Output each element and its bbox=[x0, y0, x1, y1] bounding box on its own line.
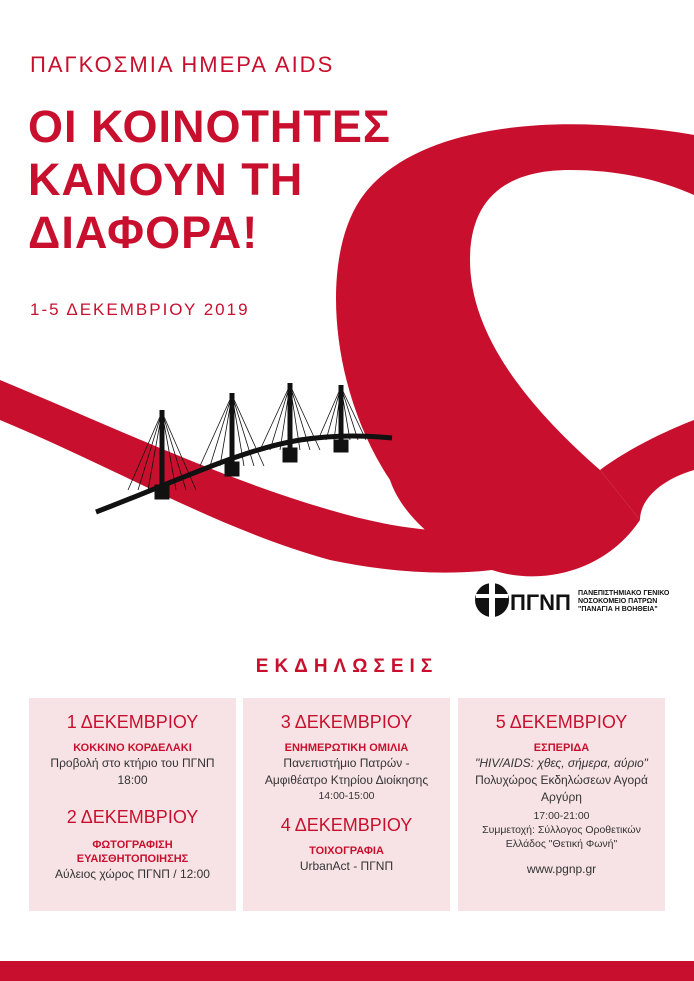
event-description: Προβολή στο κτήριο του ΠΓΝΠ bbox=[50, 756, 215, 770]
headline-line: ΚΑΝΟΥΝ ΤΗ bbox=[28, 154, 304, 205]
event-card-3 bbox=[458, 698, 665, 911]
bottom-bar bbox=[0, 961, 694, 981]
events-heading: ΕΚΔΗΛΩΣΕΙΣ bbox=[255, 656, 439, 677]
event-description: Αμφιθέατρο Κτηρίου Διοίκησης bbox=[264, 773, 429, 787]
headline bbox=[28, 100, 391, 259]
event-title: ΚΟΚΚΙΝΟ ΚΟΡΔΕΛΑΚΙ bbox=[73, 742, 192, 754]
website-link[interactable]: www.pgnp.gr bbox=[526, 862, 597, 876]
headline-line: ΔΙΑΦΟΡΑ! bbox=[28, 207, 259, 258]
event-time: 17:00-21:00 bbox=[533, 810, 590, 822]
event-day: 2 ΔΕΚΕΜΒΡΙΟΥ bbox=[66, 807, 199, 827]
event-title: ΕΣΠΕΡΙΔΑ bbox=[533, 742, 590, 754]
event-place: Αργύρη bbox=[541, 790, 582, 804]
event-title-line: ΕΥΑΙΣΘΗΤΟΠΟΙΗΣΗΣ bbox=[76, 853, 189, 865]
bridge-pylons bbox=[128, 383, 366, 499]
hospital-name-line: "ΠΑΝΑΓΙΑ Η ΒΟΗΘΕΙΑ" bbox=[578, 606, 658, 613]
event-description: Πανεπιστήμιο Πατρών - bbox=[283, 756, 410, 770]
headline-line: ΟΙ ΚΟΙΝΟΤΗΤΕΣ bbox=[28, 101, 391, 152]
hospital-name bbox=[578, 590, 669, 614]
event-dates: 1-5 ΔΕΚΕΜΒΡΙΟΥ 2019 bbox=[30, 300, 250, 319]
event-title: ΤΟΙΧΟΓΡΑΦΙΑ bbox=[309, 845, 384, 857]
event-card-1 bbox=[29, 698, 236, 911]
event-day: 5 ΔΕΚΕΜΒΡΙΟΥ bbox=[495, 712, 628, 732]
event-day: 4 ΔΕΚΕΜΒΡΙΟΥ bbox=[280, 815, 413, 835]
event-description: UrbanAct - ΠΓΝΠ bbox=[299, 859, 394, 873]
event-title: ΕΝΗΜΕΡΩΤΙΚΗ ΟΜΙΛΙΑ bbox=[284, 742, 409, 754]
hospital-name-line: ΝΟΣΟΚΟΜΕΙΟ ΠΑΤΡΩΝ bbox=[578, 598, 658, 605]
event-day: 3 ΔΕΚΕΜΒΡΙΟΥ bbox=[280, 712, 413, 732]
event-time: 14:00-15:00 bbox=[318, 790, 375, 802]
event-title-line: ΦΩΤΟΓΡΑΦΙΣΗ bbox=[92, 839, 173, 851]
event-subject: "HIV/AIDS: χθες, σήμερα, αύριο" bbox=[475, 756, 648, 770]
event-card-2 bbox=[243, 698, 450, 911]
logo-mark-text: ΠΓΝΠ bbox=[510, 590, 571, 615]
event-participation: Ελλάδος "Θετική Φωνή" bbox=[505, 838, 618, 850]
hospital-name-line: ΠΑΝΕΠΙΣΤΗΜΙΑΚΟ ΓΕΝΙΚΟ bbox=[578, 590, 670, 597]
event-participation: Συμμετοχή: Σύλλογος Οροθετικών bbox=[482, 824, 641, 836]
hospital-logo bbox=[472, 578, 672, 622]
event-day: 1 ΔΕΚΕΜΒΡΙΟΥ bbox=[66, 712, 199, 732]
event-title bbox=[29, 838, 236, 866]
event-description: Αύλειος χώρος ΠΓΝΠ / 12:00 bbox=[55, 867, 210, 881]
event-time: 18:00 bbox=[117, 773, 148, 787]
event-place: Πολυχώρος Εκδηλώσεων Αγορά bbox=[475, 773, 648, 787]
hospital-logo-icon bbox=[472, 580, 576, 620]
event-subtitle: ΠΑΓΚΟΣΜΙΑ ΗΜΕΡΑ AIDS bbox=[30, 52, 335, 77]
